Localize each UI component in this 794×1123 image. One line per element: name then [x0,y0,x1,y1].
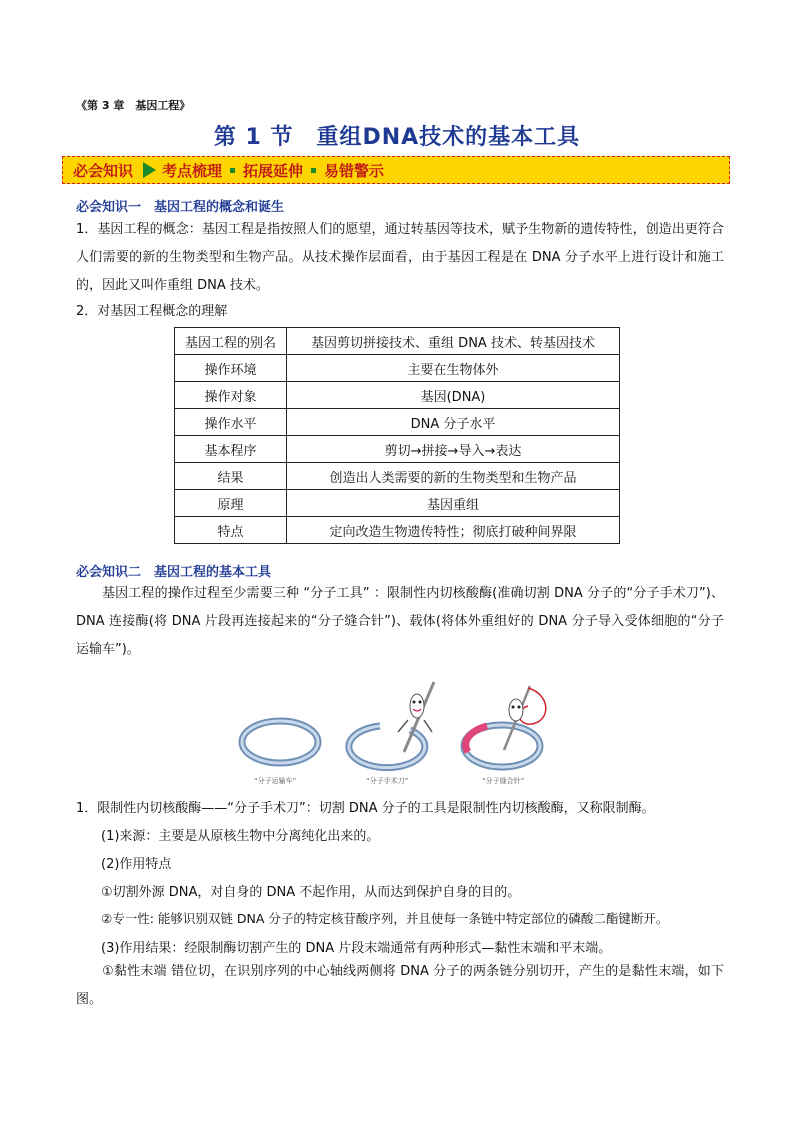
play-arrow-icon [143,162,156,178]
table-cell: 原理 [175,490,287,517]
table-cell: 定向改造生物遗传特性；彻底打破种间界限 [287,517,620,544]
table-cell: 操作水平 [175,409,287,436]
scalpel-icon [398,682,434,752]
figure-caption: “分子手术刀” [366,777,409,785]
table-cell: 基本程序 [175,436,287,463]
paragraph: (2)作用特点 [101,857,172,872]
section-heading: 必会知识二 基因工程的基本工具 [76,565,272,580]
table-cell: 操作对象 [175,382,287,409]
paragraph: 1．基因工程的概念：基因工程是指按照人们的愿望，通过转基因等技术，赋予生物新的遗传特性，创造出更符合人们需要的新的生物类型和生物产品。从技术操作层面看，由于基因工程是在 DNA 分子水平上进行设计和施工的，因此又叫作重组 DNA 技术。 [76,222,724,293]
section-banner [62,156,730,184]
paragraph: ①黏性末端 错位切，在识别序列的中心轴线两侧将 DNA 分子的两条链分别切开，产生的是黏性末端，如下图。 [76,964,724,1007]
banner-label: 必会知识 [73,161,134,180]
tools-illustration [232,680,558,790]
table-row [175,409,620,436]
bullet-square-icon [230,168,235,173]
page-title: 第 1 节 重组DNA技术的基本工具 [213,125,581,150]
molecular-tools-figure [232,680,558,790]
table-cell: 创造出人类需要的新的生物类型和生物产品 [287,463,620,490]
table-row [175,517,620,544]
table-cell: 主要在生物体外 [287,355,620,382]
paragraph: 1．限制性内切核酸酶——“分子手术刀”：切割 DNA 分子的工具是限制性内切核酸酶，又称限制酶。 [76,801,655,816]
banner-item: 考点梳理 [162,161,223,180]
banner-item: 拓展延伸 [243,161,304,180]
paragraph: (1)来源：主要是从原核生物中分离纯化出来的。 [101,829,380,844]
table-cell: 基因工程的别名 [175,328,287,355]
table-cell: 基因剪切拼接技术、重组 DNA 技术、转基因技术 [287,328,620,355]
table-row [175,355,620,382]
table-cell: DNA 分子水平 [287,409,620,436]
table-row [175,436,620,463]
paragraph: 基因工程的操作过程至少需要三种 “分子工具” ：限制性内切核酸酶(准确切割 DNA 分子的“分子手术刀”)、DNA 连接酶(将 DNA 片段再连接起来的“分子缝合针”)、载体(将体外重组好的 DNA 分子导入受体细胞的“分子运输车”)。 [76,586,724,657]
table-cell: 结果 [175,463,287,490]
banner-item: 易错警示 [324,161,385,180]
chapter-label: 《第 3 章 基因工程》 [76,99,191,112]
paragraph: (3)作用结果：经限制酶切割产生的 DNA 片段末端通常有两种形式—黏性末端和平末端。 [101,941,612,956]
figure-caption: “分子运输车” [254,777,297,785]
section-heading: 必会知识一 基因工程的概念和诞生 [76,200,285,215]
table-row [175,382,620,409]
table-row [175,328,620,355]
paragraph: ①切割外源 DNA，对自身的 DNA 不起作用，从而达到保护自身的目的。 [101,885,521,900]
figure-caption: “分子缝合针” [482,777,525,785]
table-cell: 操作环境 [175,355,287,382]
table-cell: 剪切→拼接→导入→表达 [287,436,620,463]
table-cell: 基因重组 [287,490,620,517]
table-cell: 特点 [175,517,287,544]
bullet-square-icon [311,168,316,173]
concept-table [174,327,620,544]
table-row [175,463,620,490]
paragraph: ②专一性: 能够识别双链 DNA 分子的特定核苷酸序列，并且使每一条链中特定部位的磷酸二酯键断开。 [101,911,669,926]
paragraph: 2．对基因工程概念的理解 [76,304,228,319]
table-row [175,490,620,517]
table-cell: 基因(DNA) [287,382,620,409]
